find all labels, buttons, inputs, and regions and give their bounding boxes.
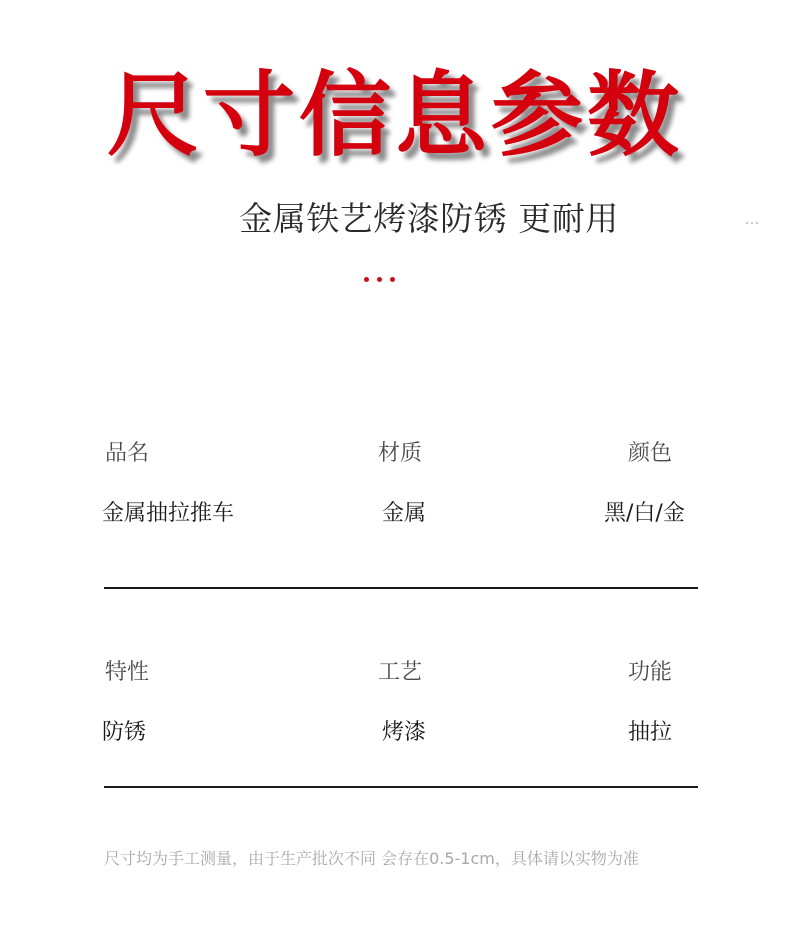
spec-label-craft: 工艺 (378, 660, 423, 685)
row-divider (104, 786, 698, 788)
spec-label-material: 材质 (378, 441, 423, 466)
row-divider (104, 587, 698, 589)
spec-value-color: 黑/白/金 (604, 501, 685, 526)
spec-label-color: 颜色 (628, 441, 673, 466)
spec-label-product-name: 品名 (105, 441, 150, 466)
spec-value-function: 抽拉 (628, 720, 673, 745)
spec-value-feature: 防锈 (102, 720, 147, 745)
page-subtitle: 金属铁艺烤漆防锈 更耐用 (239, 199, 619, 238)
ellipsis-icon (746, 222, 758, 224)
spec-value-material: 金属 (382, 501, 427, 526)
measurement-footnote: 尺寸均为手工测量，由于生产批次不同 会存在0.5-1cm，具体请以实物为准 (104, 849, 639, 868)
spec-value-craft: 烤漆 (382, 720, 427, 745)
spec-label-function: 功能 (628, 660, 673, 685)
decorative-dots (364, 277, 395, 282)
spec-label-feature: 特性 (105, 660, 150, 685)
spec-value-product-name: 金属抽拉推车 (102, 501, 235, 526)
page-title: 尺寸信息参数 (106, 62, 683, 169)
